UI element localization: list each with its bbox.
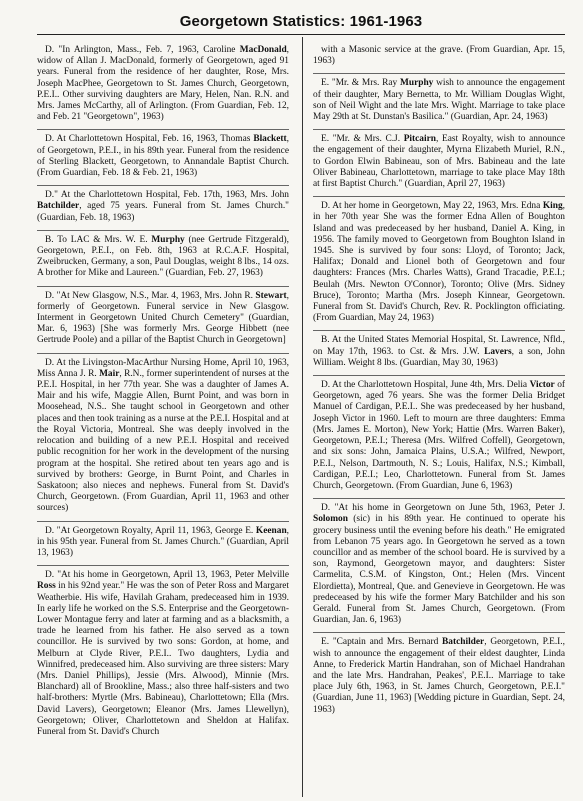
surname: Keenan — [255, 525, 287, 536]
surname: Batchilder — [37, 201, 80, 212]
entry-text — [37, 570, 289, 738]
entry-text-after: (sic) in his 89th year. He continued to operate his grocery business until the evening before his death." He emigrated from Lebanon 75 years ago. In Georgetown he served as a town councillor and as member of the school board. He is survived by a son, Raymond, Georgetown mayor, and daughters: Sister Carmelita, C.S.M. of Kingston, Ont.; Helen (Mrs. Vincent Elordietta), Montreal, Que. and Genevieve in Georgetown. He was predeceased by his wife the former Mary Batchilder and his son Gerald. Funeral from St. James Church, Georgetown. (From Guardian, Jan. 6, 1963) — [313, 514, 565, 626]
surname: Victor — [529, 380, 555, 391]
title-rule — [37, 34, 565, 35]
entry-text-after: wish to announce the engagement of their daughter, Mary Bernetta, to Mr. William Douglas Wight, son of Neil Wight and the late Mrs. Wight. Marriage to take place May 29th at St. Dunstan's Basilica." (Guardian, Apr. 24, 1963) — [313, 78, 566, 123]
entry — [37, 522, 289, 567]
entry-text — [37, 291, 289, 347]
surname: Batchilder — [442, 637, 485, 648]
entry-text-before: D. At the Charlottetown Hospital, June 4th, Mrs. Delia — [321, 380, 530, 391]
entry-text-after: , in his 95th year. Funeral from St. James Church." (Guardian, April 13, 1963) — [37, 525, 289, 558]
surname: Ross — [37, 581, 56, 592]
right-column — [313, 41, 565, 722]
entry-text-before: D. At the Livingston-MacArthur Nursing Home, April 10, 1963, Miss Anna J. R. — [37, 357, 289, 379]
entry-text-before: with a Masonic service at the grave. (From Guardian, Apr. 15, 1963) — [313, 45, 565, 67]
entry — [313, 499, 565, 633]
surname: Solomon — [313, 514, 348, 525]
surname: Stewart — [255, 290, 287, 301]
entry — [37, 41, 289, 130]
column-divider — [302, 37, 303, 797]
entry-text — [37, 45, 289, 123]
entry — [313, 331, 565, 376]
entry — [313, 74, 565, 130]
entry-text-before: E. "Mr. & Mrs. Ray — [321, 78, 401, 89]
surname: King — [542, 201, 563, 212]
entry-text-before: B. To LAC & Mrs. W. E. — [45, 234, 152, 245]
entry-text — [313, 503, 565, 626]
entry-text — [313, 201, 565, 324]
entry-text-after: , in her 70th year She was the former Edna Allen of Boughton Island and was predeceased by her husband, Daniel A. King, in 1956. The family moved to Georgetown from Boughton Island in 1945. She is survived by four sons: Lloyd, of Toronto; Jack, Halifax; Donald and Lionel both of Georgetown and four daughters: Frances (Mrs. Charles Watts), Grand Tracadie, P.E.I.; Beulah (Mrs. Newton O'Connor), Toronto; Olive (Mrs. Sidney Bruce), Toronto; Martha (Mrs. Joseph Kinnear, Georgetown. Funeral from St. David's Church, Rev. R. Pocklington officiating. (From Guardian, May 24, 1963) — [313, 201, 565, 324]
page-title: Georgetown Statistics: 1961-1963 — [179, 13, 423, 30]
surname: Murphy — [151, 234, 185, 245]
entry-text — [37, 526, 289, 560]
entry-text-before: D. "At Georgetown Royalty, April 11, 1963, George E. — [45, 525, 256, 536]
entry — [313, 633, 565, 721]
entry-text-before: B. At the United States Memorial Hospital, St. Lawrence, Nfld., on May 17th, 1963. to Cst. & Mrs. J.W. — [313, 335, 565, 357]
entry-text — [37, 190, 289, 224]
entry-text — [313, 78, 565, 123]
entry-text — [313, 134, 565, 190]
entry — [313, 197, 565, 331]
entry-text — [313, 380, 565, 492]
entry — [313, 41, 565, 74]
surname: Murphy — [400, 78, 434, 89]
surname: Mair — [99, 368, 120, 379]
surname: Pitcairn — [403, 134, 436, 145]
entry-text-after: , of Georgetown, P.E.I., in his 89th year. Funeral from the residence of Sterling Blackett, Georgetown, to Annandale Baptist Church. (From Guardian, Feb. 18 & Feb. 21, 1963) — [37, 134, 289, 179]
entry — [313, 130, 565, 197]
entry-text — [313, 45, 565, 67]
entry — [313, 376, 565, 499]
entry-text — [313, 637, 565, 715]
entry-text — [37, 134, 289, 179]
entry-text-after: in his 92nd year." He was the son of Peter Ross and Margaret Weatherbie. His wife, Havilah Graham, predeceased him in 1939. In early life he worked on the S.S. Enterprise and the Georgetown-Lower Montague ferry and later at farming and as a blacksmith, a trade he learned from his father. He also served as a town councillor. He is survived by two sons: Gordon, at home, and Melburn at Clyde River, P.E.I.. Two daughters, Lydia and Winnifred, predeceased him. Also surviving are three sisters: Mary (Mrs. Daniel Phillips), Jessie (Mrs. Alwood), Minnie (Mrs. Blanchard) all of Brookline, Mass.; also three half-sisters and two half-brothers: Myrtle (Mrs. Babineau), Charlottetown; Ella (Mrs. David Lavers), Georgetown; Eleanor (Mrs. James Llewellyn), Georgetown; Oliver, Charlottetown and Sheldon at Halifax. Funeral from St. David's Church — [37, 581, 289, 737]
columns — [37, 41, 565, 801]
entry — [37, 287, 289, 354]
entry-text — [37, 358, 289, 515]
surname: Blackett — [253, 134, 287, 145]
entry-text-after: , Georgetown, P.E.I., wish to announce the engagement of their eldest daughter, Linda Anne, to Frederick Martin Handrahan, son of Michael Handrahan and the late Mrs. Handrahan, Peakes', P.E.I.. Marriage to take place July 6th, 1963, in St. James Church, Georgetown, P.E.I." (Guardian, June 11, 1963) [Wedding picture in Guardian, Sept. 24, 1963) — [313, 637, 565, 715]
entry-text-after: , formerly of Georgetown. Funeral service in New Glasgow. Interment in Georgetown United Church Cemetery" (Guardian, Mar. 6, 1963) [She was formerly Mrs. George Hibbett (nee Gertrude Poole) and a pillar of the Baptist Church in Georgetown] — [37, 290, 289, 346]
surname: Lavers — [484, 346, 512, 357]
entry-text-after: of Georgetown, aged 76 years. She was the former Delia Bridget Manuel of Cardigan, P.E.I.. She was predeceased by her husband, Joseph Victor in 1960. Left to mourn are three daughters: Emma (Mrs. James E. Morton), New York; Hattie (Mrs. Warren Baker), Georgetown, P.E.I.; Theresa (Mrs. Wilfred Coffell), Georgetown, and six sons: John, Jamaica Plains, U.S.A.; Wilfred, Newport, P.E.I., Nelson, Dartmouth, N. S.; Louis, Halifax, N.S.; Kimball, Cardigan, P.E.I.; Leo, Charlottetown. Funeral from St. James Church, Georgetown. (From Guardian, June 6, 1963) — [313, 380, 566, 491]
entry-text-before: D. "At his home in Georgetown on June 5th, 1963, Peter J. — [321, 503, 565, 514]
entry — [37, 566, 289, 744]
entry-text-after: , aged 75 years. Funeral from St. James Church." (Guardian, Feb. 18, 1963) — [37, 201, 289, 223]
entry — [37, 186, 289, 231]
entry-text-before: D. "At his home in Georgetown, April 13, 1963, Peter Melville — [45, 570, 289, 581]
entry-text-before: D. "At New Glasgow, N.S., Mar. 4, 1963, Mrs. John R. — [45, 290, 256, 301]
entry-text-before: E. "Mr. & Mrs. C.J. — [321, 134, 404, 145]
left-column — [37, 41, 289, 744]
entry-text-after: , widow of Allan J. MacDonald, formerly of Georgetown, aged 91 years. Funeral from the residence of her daughter, Rose, Mrs. Joseph MacPhee, Georgetown to St. James Church, Georgetown, P.E.I.. Other surviving daughters are Mary, Helen, Nan. R.N. and Mrs. James McCarthy, all of Arlington. (From Guardian, Feb. 12, and Feb. 21 "Georgetown", 1963) — [37, 45, 289, 123]
entry-text-before: E. "Captain and Mrs. Bernard — [321, 637, 443, 648]
entry-text — [313, 335, 565, 369]
entry — [37, 231, 289, 287]
entry-text-before: D." At the Charlottetown Hospital, Feb. 17th, 1963, Mrs. John — [45, 190, 289, 201]
entry-text-before: D. At her home in Georgetown, May 22, 1963, Mrs. Edna — [321, 201, 543, 212]
entry-text-after: , R.N., former superintendent of nurses at the P.E.I. Hospital, in her 77th year. She was a daughter of James A. Mair and his wife, Maggie Allen, Burnt Point, and was born in Moosehead, N.S.. She taught school in Georgetown and other places and then took training as a nurse at the P.E.I. Hospital and at the Royal Victoria, Montreal. She was deeply involved in the relocation and building of a new P.E.I. Hospital and received public recognition for her work in the development of the nursing program at the hospital. She retired about ten years ago and is survived by brothers: George, in Burnt Point, and Charles in Saskatoon; also nieces and nephews. Funeral from St. David's Church, Georgetown. (From Guardian, April 11, 1963 and other sources) — [37, 368, 290, 514]
entry-text-before: D. "In Arlington, Mass., Feb. 7, 1963, Caroline — [45, 45, 240, 55]
entry-text-after: (nee Gertrude Fitzgerald), Georgetown, P.E.I., on Feb. 8th, 1963 at R.C.A.F. Hospital, Zweibrucken, Germany, a son, Paul Douglas, weight 8 lbs., 14 ozs. A brother for Mike and Laureen." (Guardian, Feb. 27, 1963) — [37, 234, 289, 279]
entry-text-after: , East Royalty, wish to announce the engagement of their daughter, Myrna Elizabeth Muriel, R.N., to Gordon Elwin Babineau, son of Mrs. Babineau and the late Oliver Babineau, Charlottetown, marriage to take place May 18th at first Baptist Church." (Guardian, April 27, 1963) — [313, 134, 565, 190]
entry-text-before: D. At Charlottetown Hospital, Feb. 16, 1963, Thomas — [45, 134, 254, 145]
entry-text-after: , a son, John William. Weight 8 lbs. (Guardian, May 30, 1963) — [313, 346, 565, 368]
entry — [37, 354, 289, 522]
entry-text — [37, 235, 289, 280]
entry — [37, 130, 289, 186]
surname: MacDonald — [239, 45, 287, 55]
